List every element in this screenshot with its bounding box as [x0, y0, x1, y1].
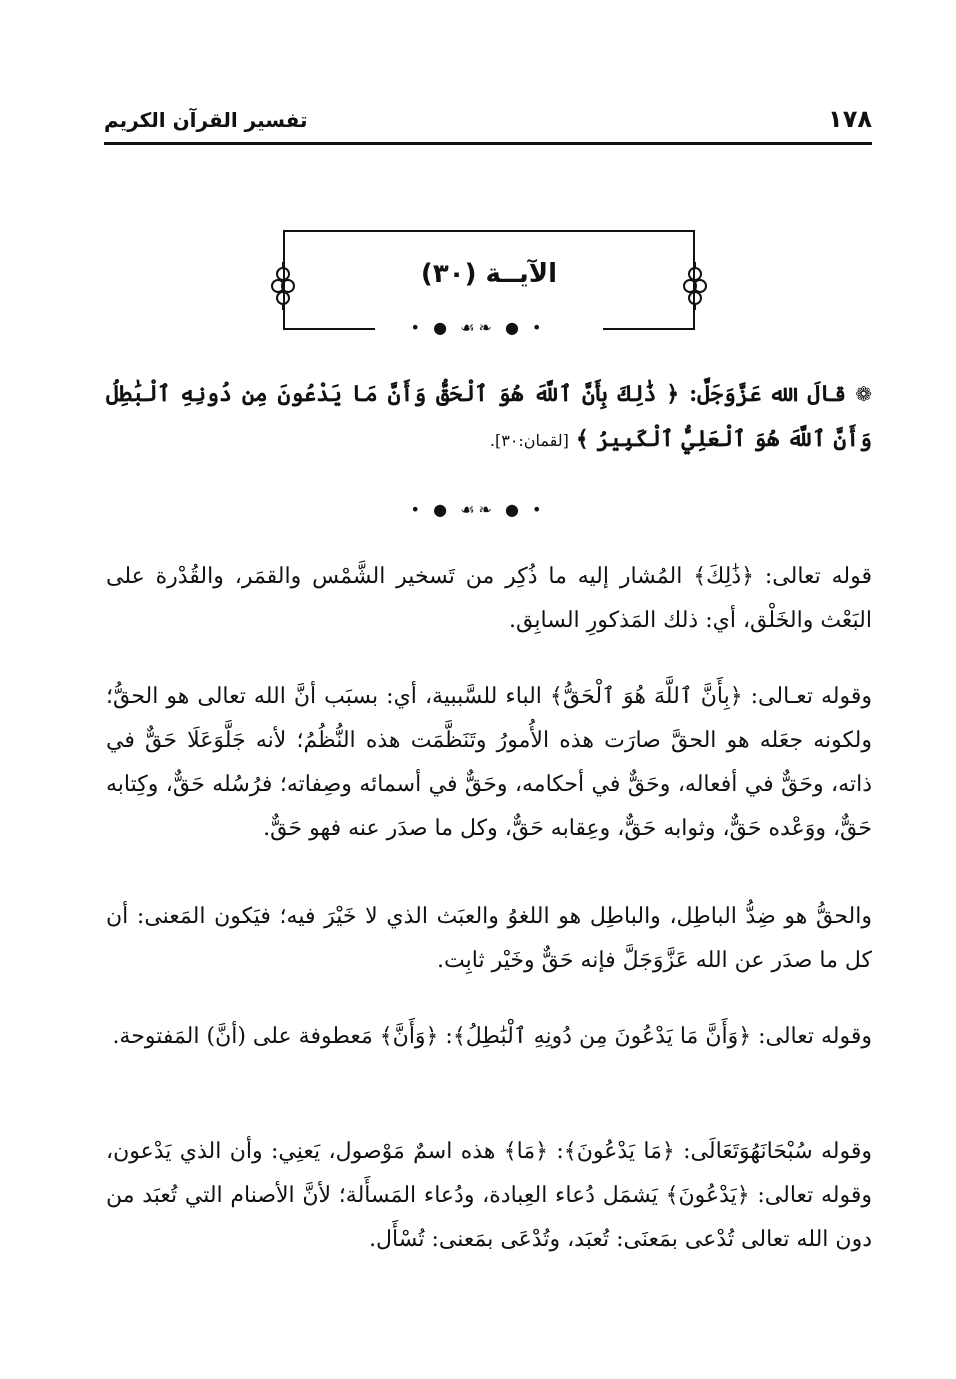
- commentary-paragraph: وقوله سُبْحَانَهُوَتَعَالَى: ﴿مَا يَدْعُونَ﴾: ﴿مَا﴾ هذه اسمٌ مَوْصول، يَعنِي: وأن الذي يَدْعون، وقوله تعالى: ﴿يَدْعُونَ﴾ يَشمَل دُعاء العِبادة، ودُعاء المَسأَلة؛ لأنَّ الأصنام التي تُعبَد من دون الله تعالى تُدْعى بمَعنَى: تُعبَد، وتُدْعَى بمَعنى: تُسْأَل.: [106, 1139, 872, 1252]
- flower-icon: ❁: [855, 382, 872, 406]
- commentary-paragraph: والحقُّ هو ضِدُّ الباطِل، والباطِل هو اللغوُ والعبَث الذي لا خَيْرَ فيه؛ فيَكون المَعنى: أن كل ما صدَر عن الله عَزَّوَجَلَّ فإنه حَقٌّ وخَيْر ثابِت.: [106, 904, 872, 973]
- verse-heading-frame: [283, 230, 695, 330]
- frame-top-border: [283, 230, 695, 232]
- page-number: ١٧٨: [828, 105, 872, 133]
- commentary-paragraph: قوله تعالى: ﴿ذَٰلِكَ﴾ المُشار إليه ما ذُكِر من تَسخير الشَّمْس والقمَر، والقُدْرة على البَعْث والخَلْق، أي: ذلك المَذكورِ السابِق.: [106, 564, 872, 633]
- page-header: [104, 104, 872, 140]
- header-rule: [104, 142, 872, 145]
- verse-title: الآيــة (٣٠): [420, 259, 558, 289]
- commentary-paragraph: وقوله تعالى: ﴿وَأَنَّ مَا يَدْعُونَ مِن دُونِهِ ٱلْبَٰطِلُ﴾: ﴿وَأَنَّ﴾ مَعطوفة على (أنَّ) المَفتوحة.: [112, 1024, 872, 1049]
- verse-quote: [106, 372, 872, 463]
- heading-ornament: • ● ☙❧ ● •: [410, 318, 546, 337]
- verse-quote-text: قالَ الله عَزَّوَجَلَّ: ﴿ ذَٰلِكَ بِأَنَّ ٱللَّهَ هُوَ ٱلْحَقُّ وَأَنَّ مَا يَدْعُونَ مِن دُونِهِ ٱلْبَٰطِلُ وَأَنَّ ٱللَّهَ هُوَ ٱلْعَلِيُّ ٱلْكَبِيرُ ﴾: [106, 381, 872, 452]
- verse-reference: [لقمان:٣٠].: [489, 431, 569, 450]
- commentary-paragraph: وقوله تعـالى: ﴿بِأَنَّ ٱللَّهَ هُوَ ٱلْحَقُّ﴾ الباء للسَّببية، أي: بسبَب أنَّ الله تعالى هو الحقُّ؛ ولكونه جعَله هو الحقَّ صارَت هذه الأُمورُ وتَنَظَّمَت هذه النُّظُمُ؛ لأنه جَلَّوَعَلَا حَقٌّ في ذاته، وحَقٌّ في أفعاله، وحَقٌّ في أحكامه، وحَقٌّ في أسمائه وصِفاته؛ فرُسُله حَقٌّ، وكِتابه حَقٌّ، ووَعْده حَقٌّ، وثوابه حَقٌّ، وعِقابه حَقٌّ، وكل ما صدَر عنه فهو حَقٌّ.: [106, 684, 873, 841]
- section-separator: • ● ☙❧ ● •: [410, 500, 546, 519]
- book-title: تفسير القرآن الكريم: [104, 108, 308, 132]
